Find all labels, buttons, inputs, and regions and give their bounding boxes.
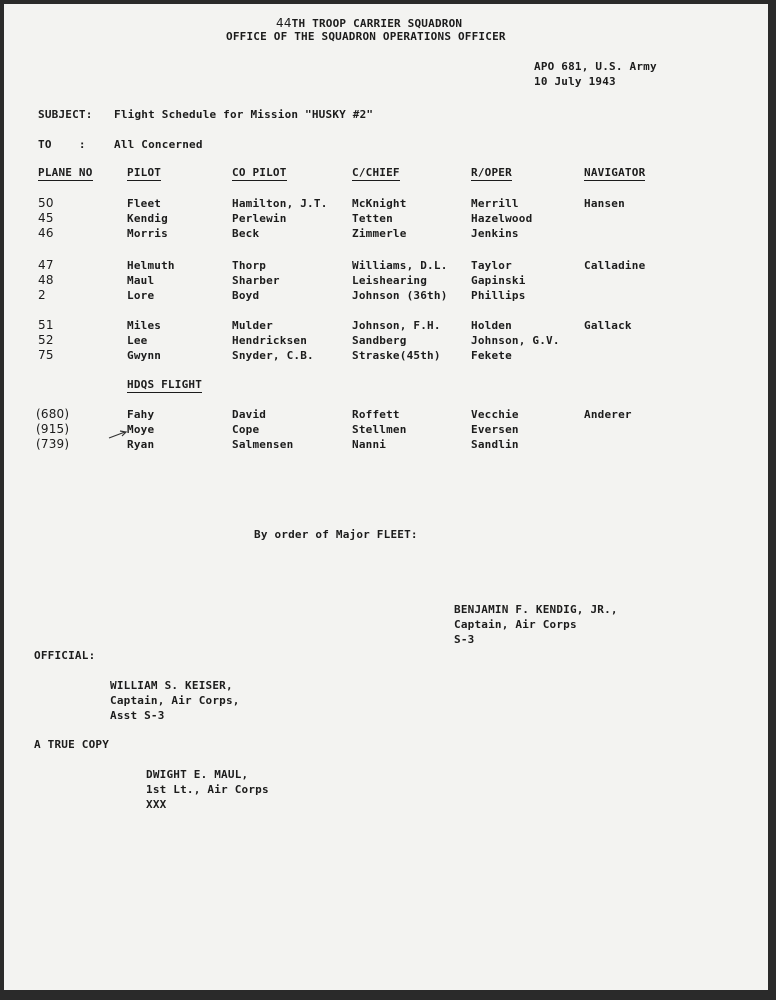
subject-label: SUBJECT:: [38, 108, 93, 121]
pilot: Lore: [127, 289, 155, 302]
pilot: Miles: [127, 319, 162, 332]
to-text: All Concerned: [114, 138, 203, 151]
navigator: Gallack: [584, 319, 632, 332]
official-title: Asst S-3: [110, 709, 165, 722]
plane-number: 52: [38, 333, 54, 347]
crew-chief: Zimmerle: [352, 227, 407, 240]
subject-text: Flight Schedule for Mission "HUSKY #2": [114, 108, 374, 121]
radio-operator: Eversen: [471, 423, 519, 436]
unit-number: 44: [276, 16, 292, 30]
official-name: WILLIAM S. KEISER,: [110, 679, 233, 692]
copilot: Thorp: [232, 259, 267, 272]
radio-operator: Holden: [471, 319, 512, 332]
plane-number: (915): [36, 422, 70, 436]
copilot: Perlewin: [232, 212, 287, 225]
unit-title: [276, 16, 462, 30]
copilot: Salmensen: [232, 438, 294, 451]
radio-operator: Jenkins: [471, 227, 519, 240]
to-label: TO :: [38, 138, 86, 151]
office-title: OFFICE OF THE SQUADRON OPERATIONS OFFICER: [226, 30, 506, 43]
true-copy-mark: XXX: [146, 798, 167, 811]
pilot: Maul: [127, 274, 155, 287]
pilot: Ryan: [127, 438, 155, 451]
radio-operator: Merrill: [471, 197, 519, 210]
col-header-nav: NAVIGATOR: [584, 166, 646, 179]
radio-operator: Gapinski: [471, 274, 526, 287]
plane-number: (739): [36, 437, 70, 451]
plane-number: 46: [38, 226, 54, 240]
plane-number: 50: [38, 196, 54, 210]
col-header-oper: R/OPER: [471, 166, 512, 179]
pilot: Kendig: [127, 212, 168, 225]
hdqs-flight-heading: HDQS FLIGHT: [127, 378, 203, 391]
pilot: Fleet: [127, 197, 162, 210]
radio-operator: Sandlin: [471, 438, 519, 451]
apo-line: APO 681, U.S. Army: [534, 60, 657, 73]
crew-chief: Straske(45th): [352, 349, 441, 362]
radio-operator: Taylor: [471, 259, 512, 272]
plane-number: 48: [38, 273, 54, 287]
navigator: Anderer: [584, 408, 632, 421]
unit-name: TH TROOP CARRIER SQUADRON: [291, 17, 463, 30]
handwritten-arrow-icon: [108, 424, 128, 434]
signature-rank: Captain, Air Corps: [454, 618, 577, 631]
crew-chief: Tetten: [352, 212, 393, 225]
plane-number: (680): [36, 407, 70, 421]
true-copy-label: A TRUE COPY: [34, 738, 110, 751]
plane-number: 47: [38, 258, 54, 272]
copilot: Sharber: [232, 274, 280, 287]
order-line: By order of Major FLEET:: [254, 528, 418, 541]
official-rank: Captain, Air Corps,: [110, 694, 240, 707]
true-copy-rank: 1st Lt., Air Corps: [146, 783, 269, 796]
pilot: Fahy: [127, 408, 155, 421]
radio-operator: Phillips: [471, 289, 526, 302]
radio-operator: Fekete: [471, 349, 512, 362]
plane-number: 2: [38, 288, 46, 302]
official-label: OFFICIAL:: [34, 649, 96, 662]
plane-number: 45: [38, 211, 54, 225]
crew-chief: Johnson, F.H.: [352, 319, 441, 332]
crew-chief: Johnson (36th): [352, 289, 448, 302]
col-header-pilot: PILOT: [127, 166, 162, 179]
radio-operator: Vecchie: [471, 408, 519, 421]
crew-chief: McKnight: [352, 197, 407, 210]
crew-chief: Roffett: [352, 408, 400, 421]
signature-name: BENJAMIN F. KENDIG, JR.,: [454, 603, 618, 616]
crew-chief: Stellmen: [352, 423, 407, 436]
crew-chief: Williams, D.L.: [352, 259, 448, 272]
copilot: Boyd: [232, 289, 260, 302]
copilot: Beck: [232, 227, 260, 240]
navigator: Hansen: [584, 197, 625, 210]
plane-number: 75: [38, 348, 54, 362]
copilot: Cope: [232, 423, 260, 436]
pilot: Gwynn: [127, 349, 162, 362]
pilot: Morris: [127, 227, 168, 240]
col-header-plane: PLANE NO: [38, 166, 93, 179]
copilot: Mulder: [232, 319, 273, 332]
radio-operator: Hazelwood: [471, 212, 533, 225]
true-copy-name: DWIGHT E. MAUL,: [146, 768, 249, 781]
document-page: [4, 4, 768, 990]
pilot: Helmuth: [127, 259, 175, 272]
plane-number: 51: [38, 318, 54, 332]
copilot: Hendricksen: [232, 334, 308, 347]
pilot: Moye: [127, 423, 155, 436]
crew-chief: Nanni: [352, 438, 387, 451]
radio-operator: Johnson, G.V.: [471, 334, 560, 347]
copilot: David: [232, 408, 267, 421]
col-header-chief: C/CHIEF: [352, 166, 400, 179]
crew-chief: Sandberg: [352, 334, 407, 347]
col-header-copilot: CO PILOT: [232, 166, 287, 179]
date-line: 10 July 1943: [534, 75, 616, 88]
pilot: Lee: [127, 334, 148, 347]
crew-chief: Leishearing: [352, 274, 428, 287]
copilot: Hamilton, J.T.: [232, 197, 328, 210]
navigator: Calladine: [584, 259, 646, 272]
signature-title: S-3: [454, 633, 475, 646]
copilot: Snyder, C.B.: [232, 349, 314, 362]
